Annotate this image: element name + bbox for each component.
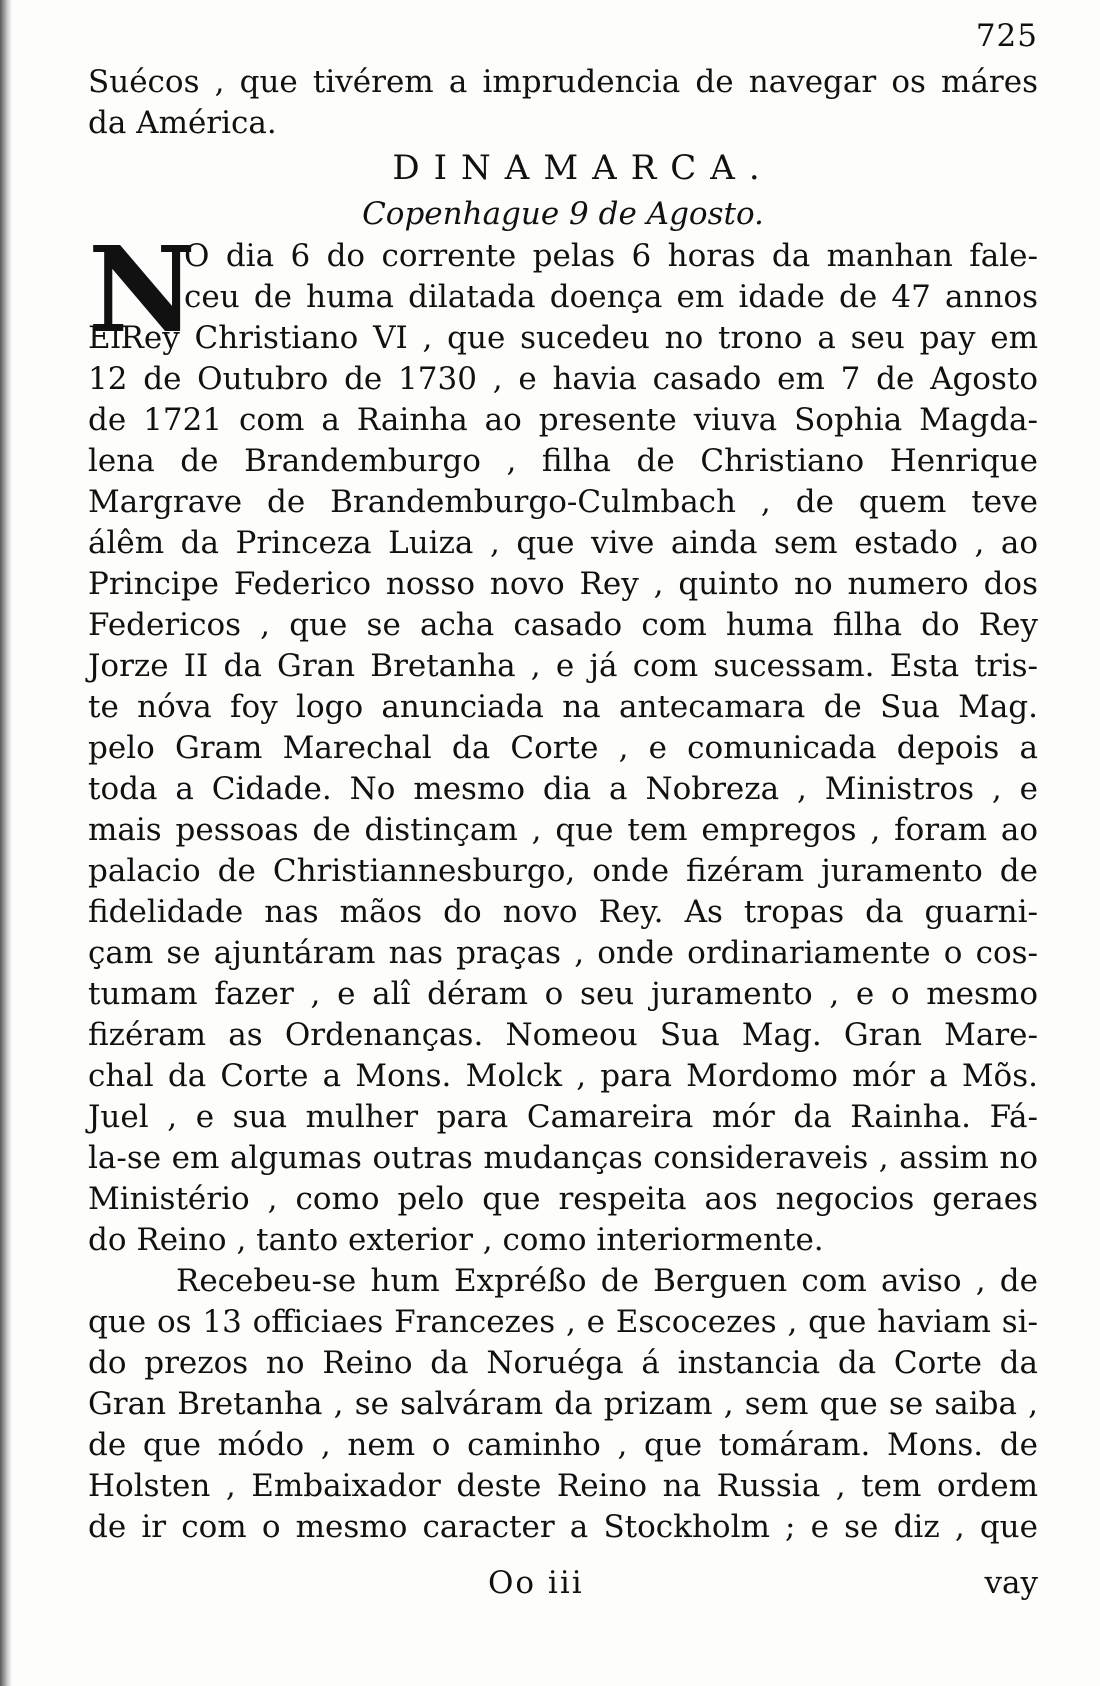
text-line: Jorze II da Gran Bretanha , e já com sucessam. Esta tris- [88, 648, 1038, 684]
text-line: Federicos , que se acha casado com huma filha do Rey [88, 607, 1038, 643]
page-edge-shadow [0, 0, 12, 1686]
text-line: de 1721 com a Rainha ao presente viuva Sophia Magda- [88, 402, 1038, 438]
text-line: álêm da Princeza Luiza , que vive ainda sem estado , ao [88, 525, 1038, 561]
text-line: do Reino , tanto exterior , como interiormente. [88, 1222, 824, 1258]
text-line: Ministério , como pelo que respeita aos negocios geraes [88, 1181, 1038, 1217]
paragraph-1 [88, 318, 1038, 1261]
text-line: ElRey Christiano VI , que sucedeu no trono a seu pay em [88, 320, 1038, 356]
text-line: Recebeu-se hum Expréßo de Berguen com aviso , de [176, 1263, 1038, 1299]
catchword: vay [984, 1565, 1038, 1601]
paragraph-2 [88, 1261, 1038, 1548]
text-line: Juel , e sua mulher para Camareira mór da Rainha. Fá- [88, 1099, 1038, 1135]
text-line: fidelidade nas mãos do novo Rey. As tropas da guarni- [88, 894, 1038, 930]
text-line: de que módo , nem o caminho , que tomáram. Mons. de [88, 1427, 1038, 1463]
text-line: lena de Brandemburgo , filha de Christiano Henrique [88, 443, 1038, 479]
text-line: tumam fazer , e alî déram o seu juramento , e o mesmo [88, 976, 1038, 1012]
text-line: la-se em algumas outras mudanças consideraveis , assim no [88, 1140, 1038, 1176]
text-line: Holsten , Embaixador deste Reino na Russia , tem ordem [88, 1468, 1038, 1504]
text-line: de ir com o mesmo caracter a Stockholm ; e se diz , que [88, 1509, 1038, 1545]
page-number: 725 [975, 18, 1038, 54]
text-line: da América. [88, 105, 277, 141]
text-block [88, 62, 1038, 1548]
drop-cap: N [88, 220, 196, 359]
text-line: pelo Gram Marechal da Corte , e comunicada depois a [88, 730, 1038, 766]
text-line: çam se ajuntáram nas praças , onde ordinariamente o cos- [88, 935, 1038, 971]
text-line: te nóva foy logo anunciada na antecamara de Sua Mag. [88, 689, 1038, 725]
text-line: Suécos , que tivérem a imprudencia de navegar os máres [88, 64, 1038, 100]
text-line: O dia 6 do corrente pelas 6 horas da manhan fale- [184, 238, 1038, 274]
text-line: Principe Federico nosso novo Rey , quinto no numero dos [88, 566, 1038, 602]
text-line: que os 13 officiaes Francezes , e Escocezes , que haviam si- [88, 1304, 1038, 1340]
text-line: mais pessoas de distinçam , que tem empregos , foram ao [88, 812, 1038, 848]
text-line: do prezos no Reino da Noruéga á instancia da Corte da [88, 1345, 1038, 1381]
signature-mark: Oo iii [488, 1565, 584, 1601]
text-line: Margrave de Brandemburgo-Culmbach , de quem teve [88, 484, 1038, 520]
text-line: chal da Corte a Mons. Molck , para Mordomo mór a Mõs. [88, 1058, 1038, 1094]
text-line: Gran Bretanha , se salváram da prizam , sem que se saiba , [88, 1386, 1038, 1422]
text-line: fizéram as Ordenanças. Nomeou Sua Mag. Gran Mare- [88, 1017, 1038, 1053]
text-line: toda a Cidade. No mesmo dia a Nobreza , Ministros , e [88, 771, 1038, 807]
text-line: 12 de Outubro de 1730 , e havia casado em 7 de Agosto [88, 361, 1038, 397]
text-line: ceu de huma dilatada doença em idade de 47 annos [184, 279, 1038, 315]
text-line: palacio de Christiannesburgo, onde fizéram juramento de [88, 853, 1038, 889]
section-heading: DINAMARCA. [392, 148, 774, 188]
dateline: Copenhague 9 de Agosto. [362, 196, 764, 232]
page-footer [88, 1565, 1038, 1609]
